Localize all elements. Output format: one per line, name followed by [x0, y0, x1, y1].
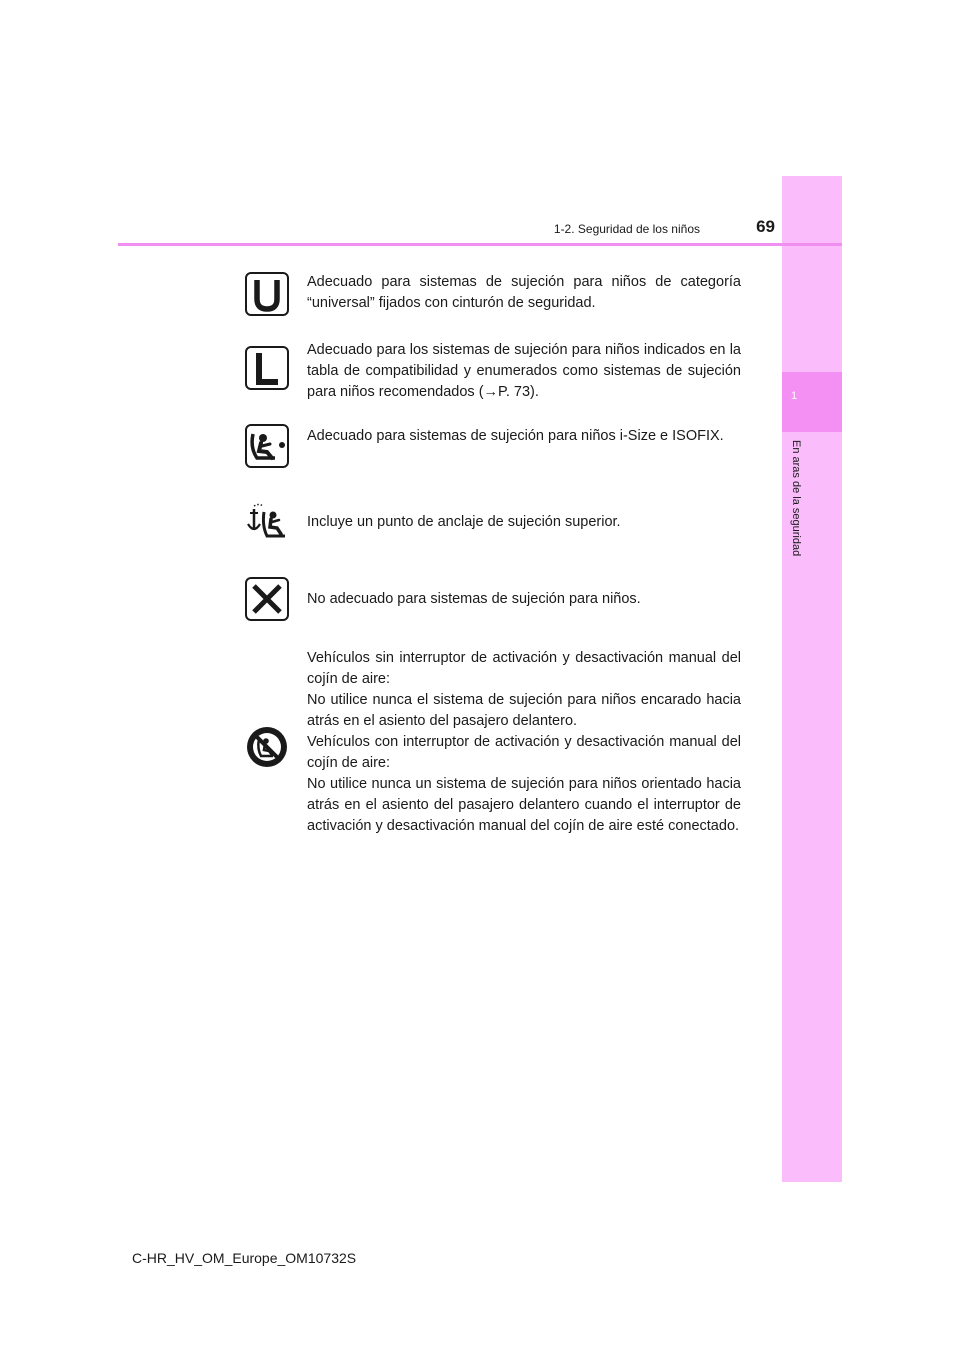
chapter-number: 1	[790, 390, 798, 402]
document-id: C-HR_HV_OM_Europe_OM10732S	[132, 1250, 357, 1266]
entry-paragraph: No adecuado para sistemas de sujeción para niños.	[307, 591, 641, 607]
no-rear-facing-icon	[245, 725, 289, 769]
entry-text-universal	[307, 272, 741, 314]
entry-paragraph: No utilice nunca un sistema de sujeción para niños orientado hacia atrás en el asiento del pasajero delantero cuando el interruptor de activación y desactivación manual del cojín de aire esté conectado.	[307, 776, 741, 834]
entry-text-isize	[307, 426, 741, 447]
universal-category-icon	[245, 272, 289, 316]
entry-paragraph: Vehículos sin interruptor de activación y desactivación manual del cojín de aire:	[307, 650, 741, 687]
entry-paragraph: Vehículos con interruptor de activación y desactivación manual del cojín de aire:	[307, 734, 741, 771]
entry-paragraph: Incluye un punto de anclaje de sujeción superior.	[307, 514, 621, 530]
entry-paragraph: No utilice nunca el sistema de sujeción para niños encarado hacia atrás en el asiento del pasajero delantero.	[307, 692, 741, 729]
recommended-list-icon	[245, 346, 289, 390]
page-number: 69	[756, 217, 775, 236]
isize-isofix-icon	[245, 424, 289, 468]
chapter-marker	[782, 372, 842, 432]
top-tether-anchor-icon	[245, 500, 289, 544]
entry-text-top-tether	[307, 512, 741, 533]
entry-text-no-rear-facing	[307, 648, 741, 837]
entry-text-not-suitable	[307, 589, 741, 610]
entry-paragraph: Adecuado para los sistemas de sujeción para niños indicados en la tabla de compatibilidad y enumerados como sistemas de sujeción para niños recomendados (→P. 73).	[307, 342, 741, 400]
chapter-side-tab	[782, 176, 842, 1182]
entry-text-recommended	[307, 340, 741, 403]
entry-paragraph: Adecuado para sistemas de sujeción para niños de categoría “universal” fijados con cinturón de seguridad.	[307, 274, 741, 311]
not-suitable-icon	[245, 577, 289, 621]
chapter-title: En aras de la seguridad	[790, 440, 802, 557]
entry-paragraph: Adecuado para sistemas de sujeción para niños i-Size e ISOFIX.	[307, 428, 724, 444]
section-title: 1-2. Seguridad de los niños	[553, 222, 700, 236]
header-rule	[118, 243, 842, 246]
